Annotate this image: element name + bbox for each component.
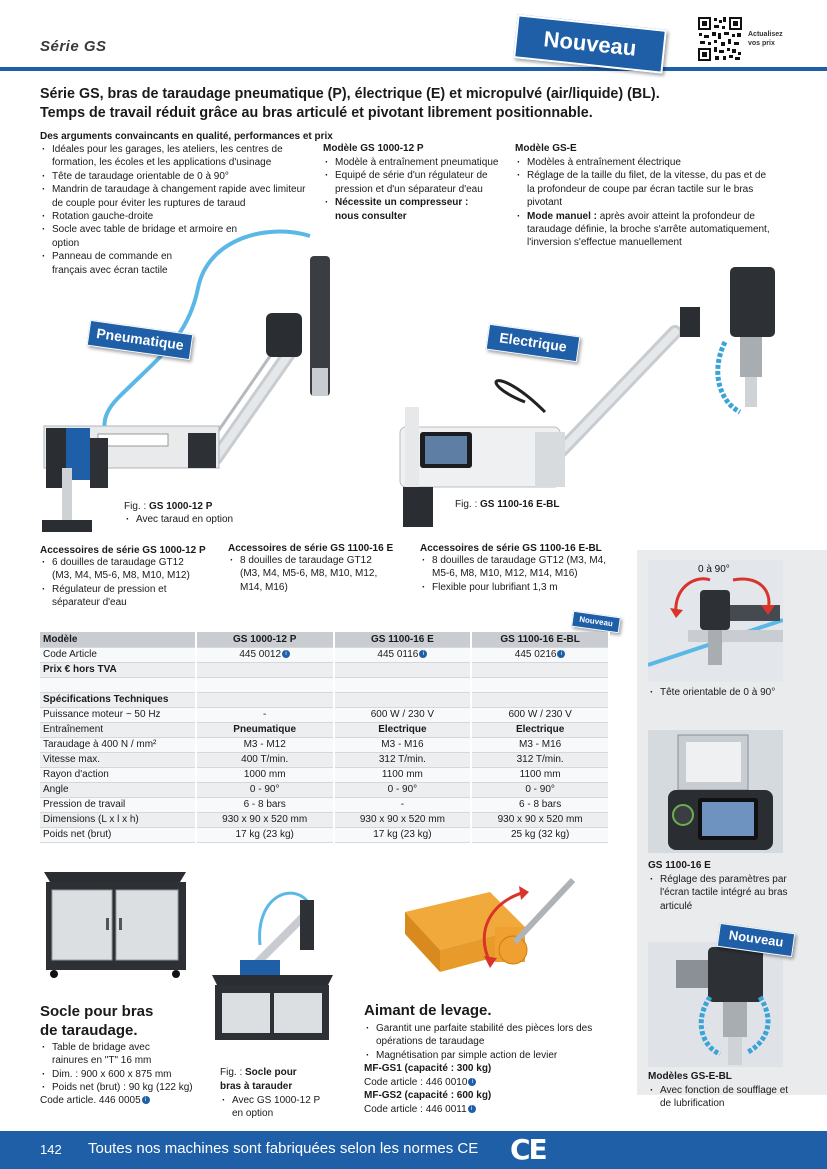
accessories-p [40, 545, 230, 610]
table-cell: 312 T/min. [471, 752, 609, 767]
fig-p-note [124, 513, 233, 526]
table-cell: Taraudage à 400 N / mm² [40, 737, 196, 752]
table-cell: Entraînement [40, 722, 196, 737]
angle-label: 0 à 90° [698, 564, 730, 575]
nouveau-badge-table: Nouveau [571, 611, 621, 634]
lifting-magnet-photo [395, 872, 580, 992]
info-dot-icon[interactable]: i [468, 1078, 476, 1086]
list-item: · Flexible pour lubrifiant 1,3 m [420, 581, 630, 594]
table-cell: M3 - M12 [196, 737, 334, 752]
table-cell: Pression de travail [40, 797, 196, 812]
table-cell: 0 - 90° [334, 782, 472, 797]
socle-title-line-2: de taraudage. [40, 1022, 138, 1039]
aimant-list [364, 1022, 634, 1062]
accessories-p-heading: Accessoires de série GS 1000-12 P [40, 545, 206, 556]
table-header-cell: GS 1100-16 E [334, 632, 472, 647]
table-cell: Pneumatique [196, 722, 334, 737]
list-item: · Mandrin de taraudage à changement rapide avec limiteur de couple pour éviter les ruptures de taraud [40, 183, 312, 210]
spacer-cell [334, 677, 472, 692]
nouveau-badge-sidebar: Nouveau [717, 923, 796, 957]
list-item: · 8 douilles de taraudage GT12 (M3, M4, M5-6, M8, M10, M12, M14, M16) [228, 554, 388, 594]
code-cell [196, 647, 334, 662]
ce-mark-icon: CE [510, 1133, 546, 1166]
table-row [40, 812, 609, 827]
mf-gs2-code-text: Code article : 446 0011 [364, 1103, 467, 1115]
fig-p-model: GS 1000-12 P [149, 501, 213, 512]
table-cell: Electrique [471, 722, 609, 737]
table-cell: - [334, 797, 472, 812]
page-number: 142 [40, 1142, 62, 1157]
accessories-p-list [40, 556, 230, 610]
series-label: Série GS [40, 38, 107, 55]
list-item: · Tête de taraudage orientable de 0 à 90° [40, 170, 312, 183]
pneumatique-tag: Pneumatique [87, 320, 194, 360]
table-cell: 1100 mm [334, 767, 472, 782]
list-item: · Panneau de commande en français avec écran tactile [40, 250, 192, 277]
bl-caption [648, 1084, 798, 1111]
specs-heading: Spécifications Techniques [40, 692, 196, 707]
table-cell: M3 - M16 [334, 737, 472, 752]
list-item: · Socle avec table de bridage et armoire en option [40, 223, 245, 250]
list-item: · Avec fonction de soufflage et de lubrification [648, 1084, 798, 1111]
head-caption [648, 686, 818, 699]
model-e-list [515, 156, 800, 250]
spacer-cell [40, 677, 196, 692]
table-row [40, 827, 609, 842]
spacer-cell [196, 677, 334, 692]
model-p-list [323, 156, 508, 223]
table-cell: M3 - M16 [471, 737, 609, 752]
spacer-cell [196, 692, 334, 707]
touch-screen-photo [648, 730, 783, 853]
mf-gs1-code [364, 1076, 491, 1090]
table-row [40, 797, 609, 812]
price-cell [334, 662, 472, 677]
table-cell: 930 x 90 x 520 mm [334, 812, 472, 827]
list-item: · Garantit une parfaite stabilité des pièces lors des opérations de taraudage [364, 1022, 604, 1049]
table-cell: 6 - 8 bars [196, 797, 334, 812]
mf-gs1-label: MF-GS1 (capacité : 300 kg) [364, 1063, 492, 1074]
table-cell: 0 - 90° [471, 782, 609, 797]
list-item: · Réglage de la taille du filet, de la vitesse, du pas et de la profondeur de coupe par écran tactile sur le bras pivotant [515, 169, 775, 209]
accessories-e [228, 543, 418, 594]
table-cell: 930 x 90 x 520 mm [196, 812, 334, 827]
list-item: · 6 douilles de taraudage GT12 (M3, M4, M5-6, M8, M10, M12) [40, 556, 205, 583]
spec-table [40, 632, 610, 843]
list-item: · Avec GS 1000-12 P en option [220, 1094, 330, 1121]
spacer-cell [471, 692, 609, 707]
table-cell: 17 kg (23 kg) [196, 827, 334, 842]
code-value: 445 0216 [514, 649, 557, 660]
socle-fig-note [220, 1094, 330, 1121]
table-row [40, 737, 609, 752]
fig-e-caption [455, 498, 560, 512]
table-cell: 17 kg (23 kg) [334, 827, 472, 842]
table-row [40, 752, 609, 767]
model-p-heading: Modèle GS 1000-12 P [323, 143, 424, 154]
table-cell: 930 x 90 x 520 mm [471, 812, 609, 827]
list-item: · Equipé de série d'un régulateur de pression et d'un séparateur d'eau [323, 169, 498, 196]
table-row [40, 662, 609, 677]
table-cell: Angle [40, 782, 196, 797]
table-header-row [40, 632, 609, 647]
table-row [40, 647, 609, 662]
table-row [40, 692, 609, 707]
socle-fig-prefix: Fig. : [220, 1067, 243, 1078]
table-cell: 0 - 90° [196, 782, 334, 797]
info-dot-icon[interactable]: i [142, 1096, 150, 1104]
table-cell: 600 W / 230 V [471, 707, 609, 722]
table-cell: 1100 mm [471, 767, 609, 782]
table-row [40, 722, 609, 737]
cabinet-photo [40, 868, 190, 978]
info-dot-icon[interactable]: i [419, 650, 427, 658]
table-row [40, 707, 609, 722]
table-cell: 312 T/min. [334, 752, 472, 767]
list-item: · Nécessite un compresseur : nous consulter [323, 196, 483, 223]
qr-code-icon[interactable] [697, 16, 743, 62]
price-cell [196, 662, 334, 677]
info-dot-icon[interactable]: i [557, 650, 565, 658]
price-cell [471, 662, 609, 677]
table-header-cell: GS 1100-16 E-BL [471, 632, 609, 647]
table-cell: Puissance moteur ~ 50 Hz [40, 707, 196, 722]
table-header-cell: Modèle [40, 632, 196, 647]
fig-e-model: GS 1100-16 E-BL [480, 499, 560, 510]
list-item: · Magnétisation par simple action de levier [364, 1049, 634, 1062]
spacer-cell [334, 692, 472, 707]
table-cell: Poids net (brut) [40, 827, 196, 842]
screen-caption [648, 873, 798, 913]
list-item: · Modèle à entraînement pneumatique [323, 156, 508, 169]
accessories-ebl-heading: Accessoires de série GS 1100-16 E-BL [420, 543, 602, 554]
list-item: · Avec taraud en option [124, 513, 233, 526]
table-cell: Rayon d'action [40, 767, 196, 782]
table-cell: 400 T/min. [196, 752, 334, 767]
price-label: Prix € hors TVA [40, 662, 196, 677]
list-item: · Poids net (brut) : 90 kg (122 kg) [40, 1081, 215, 1094]
aimant-title: Aimant de levage. [364, 1002, 492, 1019]
footer-text: Toutes nos machines sont fabriquées selon les normes CE [88, 1140, 479, 1157]
socle-list [40, 1041, 215, 1095]
socle-title [40, 1002, 153, 1040]
fig-e-prefix: Fig. : [455, 499, 478, 510]
socle-fig-title: Socle pour bras à tarauder [220, 1067, 297, 1092]
list-item: · 8 douilles de taraudage GT12 (M3, M4, M5-6, M8, M10, M12, M14, M16) [420, 554, 625, 581]
table-cell: 25 kg (32 kg) [471, 827, 609, 842]
socle-code-text: Code article. 446 0005 [40, 1095, 141, 1106]
code-cell [334, 647, 472, 662]
title-line-2: Temps de travail réduit grâce au bras articulé et pivotant librement positionnable. [40, 105, 593, 121]
table-cell: Vitesse max. [40, 752, 196, 767]
page-title [40, 85, 800, 123]
accessories-ebl-list [420, 554, 630, 594]
code-cell [471, 647, 609, 662]
code-label: Code Article [40, 647, 196, 662]
aimant-codes [364, 1062, 491, 1116]
arguments-heading: Des arguments convaincants en qualité, performances et prix [40, 131, 333, 142]
table-cell: 6 - 8 bars [471, 797, 609, 812]
cabinet-with-arm-photo [210, 875, 335, 1045]
list-item: · Régulateur de pression et séparateur d'eau [40, 583, 175, 610]
header-rule [0, 67, 827, 71]
mf-gs2-code [364, 1103, 491, 1117]
accessories-e-list [228, 554, 418, 594]
socle-title-line-1: Socle pour bras [40, 1003, 154, 1020]
manual-mode-text: après avoir atteint la profondeur de taraudage définie, la broche s'arrête automatiquement, l'inversion s'effectue manuellement [527, 210, 770, 249]
screen-title: GS 1100-16 E [648, 860, 711, 871]
table-cell: Dimensions (L x l x h) [40, 812, 196, 827]
list-item: · Réglage des paramètres par l'écran tactile intégré au bras articulé [648, 873, 788, 913]
table-row [40, 767, 609, 782]
table-row [40, 782, 609, 797]
table-cell: - [196, 707, 334, 722]
tilting-head-photo [648, 560, 783, 682]
table-cell: 600 W / 230 V [334, 707, 472, 722]
manual-mode-label: Mode manuel : [527, 210, 598, 222]
list-item: · Rotation gauche-droite [40, 210, 312, 223]
code-value: 445 0012 [239, 649, 282, 660]
accessories-ebl [420, 543, 630, 594]
list-item: · Dim. : 900 x 600 x 875 mm [40, 1068, 215, 1081]
accessories-e-heading: Accessoires de série GS 1100-16 E [228, 543, 394, 554]
table-cell: 1000 mm [196, 767, 334, 782]
list-item: · Idéales pour les garages, les ateliers, les centres de formation, les écoles et les applications d'usinage [40, 143, 305, 170]
electric-tapping-arm-photo [395, 262, 800, 532]
table-cell: Electrique [334, 722, 472, 737]
qr-caption: Actualisez vos prix [748, 31, 783, 47]
spacer-cell [471, 677, 609, 692]
mf-gs1-code-text: Code article : 446 0010 [364, 1076, 468, 1088]
bl-title: Modèles GS-E-BL [648, 1071, 732, 1082]
list-item: · Modèles à entraînement électrique [515, 156, 800, 169]
list-item: · Tête orientable de 0 à 90° [648, 686, 818, 699]
socle-fig-caption [220, 1066, 320, 1093]
table-header-cell: GS 1000-12 P [196, 632, 334, 647]
list-item [515, 210, 800, 250]
code-value: 445 0116 [377, 649, 419, 660]
pneumatic-tapping-arm-photo [38, 228, 338, 533]
nouveau-badge-header: Nouveau [513, 14, 667, 73]
fig-p-caption [124, 500, 212, 514]
mf-gs2-label: MF-GS2 (capacité : 600 kg) [364, 1090, 492, 1101]
table-row [40, 677, 609, 692]
blow-lubrication-photo [648, 942, 783, 1067]
title-line-1: Série GS, bras de taraudage pneumatique (P), électrique (E) et micropulvé (air/liquide) (BL). [40, 86, 660, 102]
info-dot-icon[interactable]: i [468, 1105, 476, 1113]
socle-code [40, 1094, 150, 1108]
list-item: · Table de bridage avec rainures en "T" 16 mm [40, 1041, 165, 1068]
electrique-tag: Electrique [486, 324, 581, 363]
model-e-heading: Modèle GS-E [515, 143, 577, 154]
fig-p-prefix: Fig. : [124, 501, 147, 512]
info-dot-icon[interactable]: i [282, 650, 290, 658]
